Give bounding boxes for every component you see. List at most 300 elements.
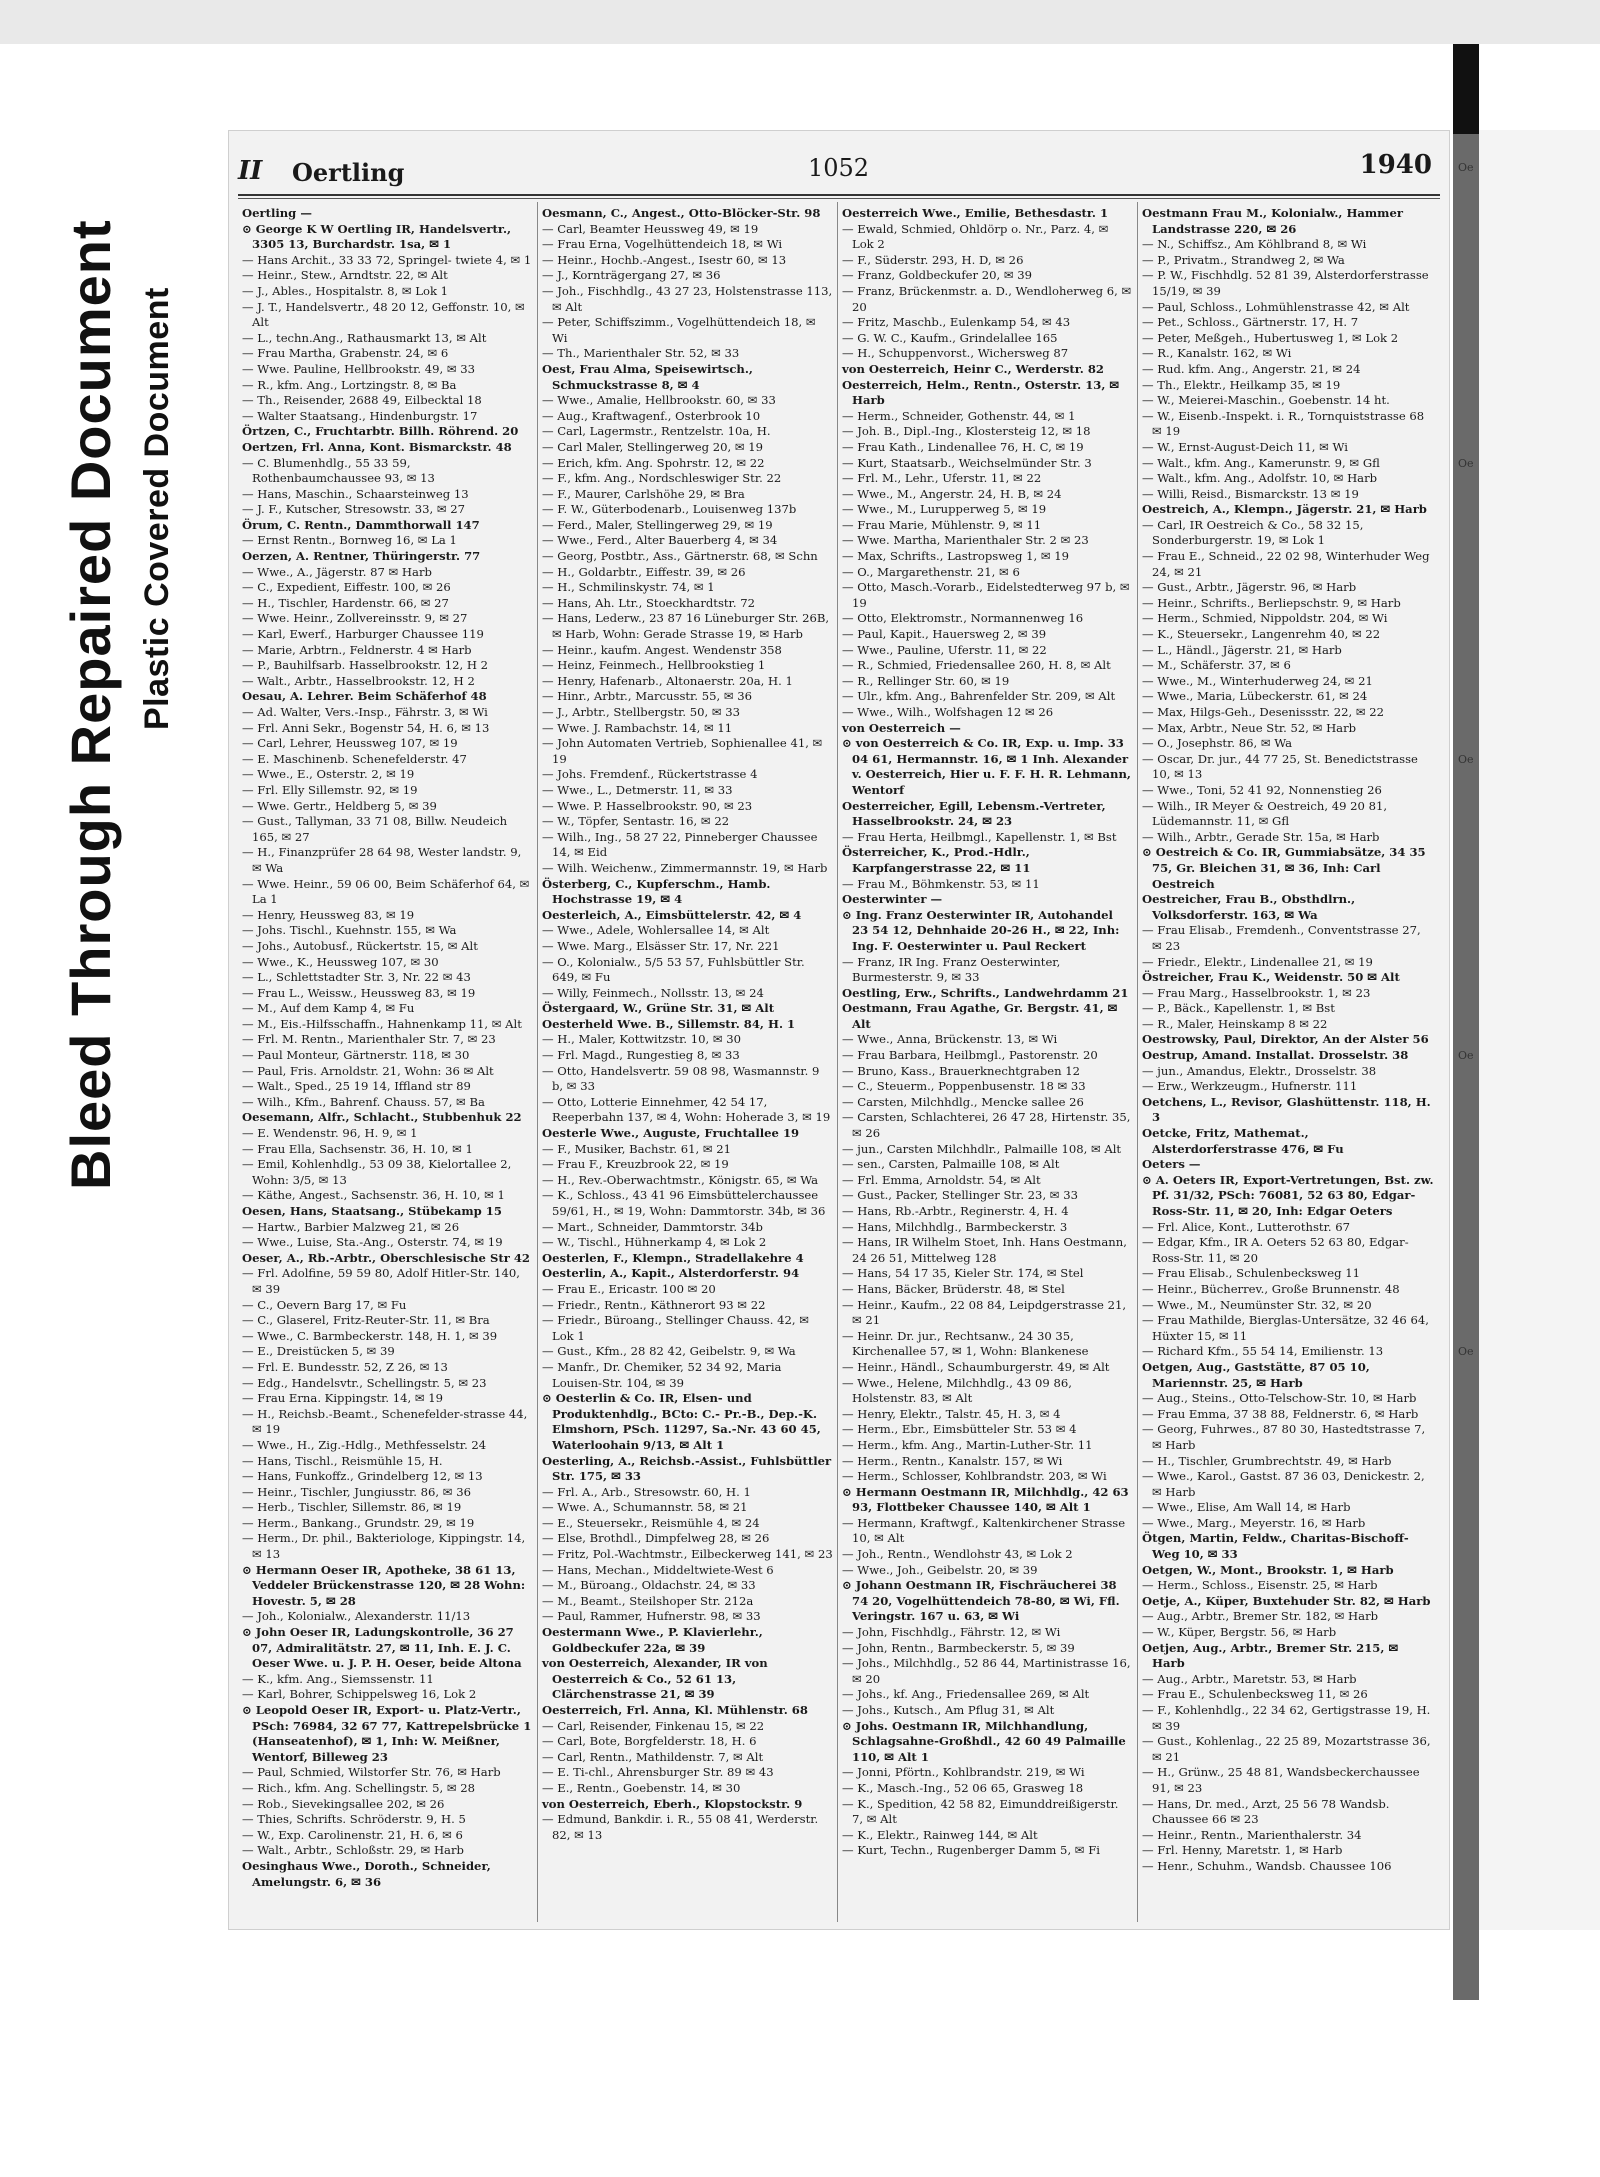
directory-entry: — W., Exp. Carolinenstr. 21, H. 6, ✉ 6 xyxy=(242,1827,463,1842)
directory-entry: — Herm., Rentn., Kanalstr. 157, ✉ Wi xyxy=(842,1453,1063,1468)
directory-entry: — Carsten, Milchhdlg., Mencke sallee 26 xyxy=(842,1094,1084,1109)
directory-entry: — G. W. C., Kaufm., Grindelallee 165 xyxy=(842,330,1058,345)
directory-entry: ⊙ George K W Oertling IR, Handelsvertr., 3305 13, Burchardstr. 1sa, ✉ 1 xyxy=(242,221,512,252)
scan-top-margin xyxy=(0,0,1600,44)
page-number: 1052 xyxy=(808,154,870,182)
fragment-line: Oe xyxy=(1458,161,1474,174)
directory-entry: — Kurt, Techn., Rugenberger Damm 5, ✉ Fi xyxy=(842,1843,1100,1858)
directory-entry: — C., Steuerm., Poppenbusenstr. 18 ✉ 33 xyxy=(842,1079,1086,1094)
directory-entry: — Frau E., Ericastr. 100 ✉ 20 xyxy=(542,1281,716,1296)
directory-entry: Österberg, C., Kupferschm., Hamb. Hochstrasse 19, ✉ 4 xyxy=(542,876,771,907)
directory-entry: — N., Schiffsz., Am Köhlbrand 8, ✉ Wi xyxy=(1142,237,1367,252)
directory-entry: — Otto, Lotterie Einnehmer, 42 54 17, Reeperbahn 137, ✉ 4, Wohn: Hoherade 3, ✉ 19 xyxy=(542,1094,831,1125)
directory-entry: — Paul, Rammer, Hufnerstr. 98, ✉ 33 xyxy=(542,1609,761,1624)
directory-entry: — Frl. Elly Sillemstr. 92, ✉ 19 xyxy=(242,782,418,797)
directory-entry: — Frl. Magd., Rungestieg 8, ✉ 33 xyxy=(542,1048,740,1063)
directory-entry: — Frl. M., Lehr., Uferstr. 11, ✉ 22 xyxy=(842,471,1042,486)
directory-entry: ⊙ von Oesterreich & Co. IR, Exp. u. Imp. 33 04 61, Hermannstr. 16, ✉ 1 Inh. Alexander v. Oesterreich, Hier u. F. F. H. R. Lehmann, Wentorf xyxy=(842,736,1131,797)
directory-entry: Oestreich, A., Klempn., Jägerstr. 21, ✉ Harb xyxy=(1142,502,1427,517)
directory-entry: — Wwe., Marg., Meyerstr. 16, ✉ Harb xyxy=(1142,1515,1366,1530)
directory-entry: — Wwe., Elise, Am Wall 14, ✉ Harb xyxy=(1142,1500,1351,1515)
directory-entry: — Wwe., E., Osterstr. 2, ✉ 19 xyxy=(242,767,415,782)
directory-entry: — E. Wendenstr. 96, H. 9, ✉ 1 xyxy=(242,1126,418,1141)
directory-entry: — Heinr., kaufm. Angest. Wendenstr 358 xyxy=(542,642,782,657)
directory-entry: von Oesterreich, Heinr C., Werderstr. 82 xyxy=(842,361,1104,376)
directory-entry: — Edmund, Bankdir. i. R., 55 08 41, Werderstr. 82, ✉ 13 xyxy=(542,1812,819,1842)
directory-entry: — C. Blumenhdlg., 55 33 59, Rothenbaumchaussee 93, ✉ 13 xyxy=(242,455,435,486)
directory-entry: — Karl, Ewerf., Harburger Chaussee 119 xyxy=(242,627,484,642)
directory-entry: — Pet., Schloss., Gärtnerstr. 17, H. 7 xyxy=(1142,315,1359,330)
directory-entry: — Wilh., IR Meyer & Oestreich, 49 20 81, Lüdemannstr. 11, ✉ Gfl xyxy=(1142,798,1388,829)
directory-entry: Österreicher, K., Prod.-Hdlr., Karpfangerstrasse 22, ✉ 11 xyxy=(842,845,1031,875)
directory-entry: Oesterlen, F., Klempn., Stradellakehre 4 xyxy=(542,1250,804,1265)
directory-entry: — L., Händl., Jägerstr. 21, ✉ Harb xyxy=(1142,642,1342,657)
directory-entry: — Wwe., Luise, Sta.-Ang., Osterstr. 74, ✉ 19 xyxy=(242,1235,503,1250)
directory-entry: — Carl Maler, Stellingerweg 20, ✉ 19 xyxy=(542,439,764,454)
directory-entry: — Frau F., Kreuzbrook 22, ✉ 19 xyxy=(542,1157,729,1172)
directory-entry: — Frau Emma, 37 38 88, Feldnerstr. 6, ✉ Harb xyxy=(1142,1406,1419,1421)
directory-entry: ⊙ Leopold Oeser IR, Export- u. Platz-Vertr., PSch: 76984, 32 67 77, Kattrepelsbrücke 1 (Hanseatenhof), ✉ 1, Inh: W. Meißner, Wentorf, Billeweg 23 xyxy=(242,1703,532,1764)
directory-entry: — Heinr., Tischler, Jungiusstr. 86, ✉ 36 xyxy=(242,1484,471,1499)
directory-entry: — H., Maler, Kottwitzstr. 10, ✉ 30 xyxy=(542,1032,742,1047)
directory-entry: ⊙ Oesterlin & Co. IR, Elsen- und Produktenhdlg., BCto: C.- Pr.-B., Dep.-K. Elmshorn, PSch. 11297, Sa.-Nr. 43 60 45, Waterloohain 9/13, ✉ Alt 1 xyxy=(542,1391,821,1452)
fragment-line: Oe xyxy=(1458,1049,1474,1062)
directory-entry: — Herb., Tischler, Sillemstr. 86, ✉ 19 xyxy=(242,1500,462,1515)
directory-entry: — Frau Erna, Vogelhüttendeich 18, ✉ Wi xyxy=(542,237,783,252)
directory-entry: — L., Schlettstadter Str. 3, Nr. 22 ✉ 43 xyxy=(242,970,471,985)
directory-entry: — Else, Brothdl., Dimpfelweg 28, ✉ 26 xyxy=(542,1531,770,1546)
directory-entry: — Frau Mathilde, Bierglas-Untersätze, 32 46 64, Hüxter 15, ✉ 11 xyxy=(1142,1313,1429,1343)
directory-entry: — E., Rentn., Goebenstr. 14, ✉ 30 xyxy=(542,1780,741,1795)
directory-entry: Oestreicher, Frau B., Obsthdlrn., Volksdorferstr. 163, ✉ Wa xyxy=(1142,892,1356,922)
directory-entry: ⊙ A. Oeters IR, Export-Vertretungen, Bst. zw. Pf. 31/32, PSch: 76081, 52 63 80, Edgar-Ross-Str. 11, ✉ 20, Inh: Edgar Oeters xyxy=(1142,1172,1434,1218)
directory-entry: — L., techn.Ang., Rathausmarkt 13, ✉ Alt xyxy=(242,330,487,345)
directory-entry: — Walt., kfm. Ang., Kamerunstr. 9, ✉ Gfl xyxy=(1142,455,1380,470)
directory-entry: Oesau, A. Lehrer. Beim Schäferhof 48 xyxy=(242,689,487,704)
directory-entry: — Hans, Rb.-Arbtr., Reginerstr. 4, H. 4 xyxy=(842,1204,1069,1218)
directory-entry: — Aug., Steins., Otto-Telschow-Str. 10, ✉ Harb xyxy=(1142,1391,1417,1406)
directory-entry: — Fritz, Pol.-Wachtmstr., Eilbeckerweg 141, ✉ 23 xyxy=(542,1547,833,1562)
directory-entry: Oetgen, Aug., Gaststätte, 87 05 10, Mariennstr. 25, ✉ Harb xyxy=(1142,1359,1370,1390)
directory-entry: Östergaard, W., Grüne Str. 31, ✉ Alt xyxy=(542,1001,775,1016)
directory-entry: — K., Schloss., 43 41 96 Eimsbüttelerchaussee 59/61, H., ✉ 19, Wohn: Dammtorstr. 34b, ✉ 36 xyxy=(542,1188,826,1218)
directory-entry: — Johs., Kutsch., Am Pflug 31, ✉ Alt xyxy=(842,1703,1055,1717)
directory-entry: — Marie, Arbtrn., Feldnerstr. 4 ✉ Harb xyxy=(242,642,472,657)
directory-entry: — Wwe. Martha, Marienthaler Str. 2 ✉ 23 xyxy=(842,533,1089,548)
page-header xyxy=(238,150,1440,198)
directory-entry: — Wwe., A., Jägerstr. 87 ✉ Harb xyxy=(242,564,432,579)
directory-entry: — Fritz, Maschb., Eulenkamp 54, ✉ 43 xyxy=(842,315,1071,330)
directory-entry: Oesterlin, A., Kapit., Alsterdorferstr. 94 xyxy=(542,1266,800,1281)
directory-entry: — Frau E., Schulenbecksweg 11, ✉ 26 xyxy=(1142,1687,1368,1702)
directory-entry: — Frau Marie, Mühlenstr. 9, ✉ 11 xyxy=(842,517,1042,532)
directory-entry: — Hans, Funkoffz., Grindelberg 12, ✉ 13 xyxy=(242,1469,483,1484)
directory-entry: — F., Kohlenhdlg., 22 34 62, Gertigstrasse 19, H. ✉ 39 xyxy=(1142,1703,1431,1733)
directory-entry: — Hans, Ah. Ltr., Stoeckhardtstr. 72 xyxy=(542,595,755,610)
directory-entry: — Henry, Elektr., Talstr. 45, H. 3, ✉ 4 xyxy=(842,1406,1061,1421)
directory-entry: — Wwe., H., Zig.-Hdlg., Methfesselstr. 24 xyxy=(242,1437,487,1452)
directory-entry: — Georg, Postbtr., Ass., Gärtnerstr. 68, ✉ Schn xyxy=(542,549,818,564)
directory-entry: ⊙ Hermann Oeser IR, Apotheke, 38 61 13, Veddeler Brückenstrasse 120, ✉ 28 Wohn: Hovestr. 5, ✉ 28 xyxy=(242,1562,526,1608)
directory-entry: — Henry, Hafenarb., Altonaerstr. 20a, H. 1 xyxy=(542,673,793,688)
directory-entry: — Henr., Schuhm., Wandsb. Chaussee 106 xyxy=(1142,1858,1392,1873)
directory-entry: — Wwe. Gertr., Heldberg 5, ✉ 39 xyxy=(242,798,437,813)
gutter-dark-block xyxy=(1453,44,1479,134)
directory-entry: — Herm., Ebr., Eimsbütteler Str. 53 ✉ 4 xyxy=(842,1422,1077,1437)
directory-entry: — H., Reichsb.-Beamt., Schenefelder-strasse 44, ✉ 19 xyxy=(242,1406,528,1437)
directory-entry: — Frau Kath., Lindenallee 76, H. C, ✉ 19 xyxy=(842,439,1084,454)
directory-entry: Oetchens, L., Revisor, Glashüttenstr. 118, H. 3 xyxy=(1142,1094,1431,1125)
directory-entry: — Max, Schrifts., Lastropsweg 1, ✉ 19 xyxy=(842,549,1069,564)
directory-entry: ⊙ Johann Oestmann IR, Fischräucherei 38 74 20, Vogelhüttendeich 78-80, ✉ Wi, Ffl. Veringstr. 167 u. 63, ✉ Wi xyxy=(842,1578,1120,1624)
directory-entry: — Edg., Handelsvtr., Schellingstr. 5, ✉ 23 xyxy=(242,1375,487,1390)
directory-entry: — Georg, Fuhrwes., 87 80 30, Hastedtstrasse 7, ✉ Harb xyxy=(1142,1422,1426,1452)
directory-entry: von Oesterreich, Alexander, IR von Oesterreich & Co., 52 61 13, Clärchenstrasse 21, ✉ 39 xyxy=(542,1656,768,1702)
directory-entry: — Otto, Elektromstr., Normannenweg 16 xyxy=(842,611,1084,626)
directory-entry: — Frl. Adolfine, 59 59 80, Adolf Hitler-Str. 140, ✉ 39 xyxy=(242,1266,520,1296)
directory-entry: — Ferd., Maler, Stellingerweg 29, ✉ 19 xyxy=(542,517,773,532)
directory-entry: — Hans, Mechan., Middeltwiete-West 6 xyxy=(542,1562,774,1577)
side-label-secondary-1: Plastic Covered Document xyxy=(138,287,176,730)
directory-entry: — W., Tischl., Hühnerkamp 4, ✉ Lok 2 xyxy=(542,1235,767,1250)
directory-entry: Oesterwinter — xyxy=(842,892,943,907)
directory-entry: — Rob., Sievekingsallee 202, ✉ 26 xyxy=(242,1796,445,1811)
directory-entry: — Walt., Arbtr., Schloßstr. 29, ✉ Harb xyxy=(242,1843,464,1858)
directory-entry: — Carl, Bote, Borgfelderstr. 18, H. 6 xyxy=(542,1734,757,1749)
directory-entry: Oesterleich, A., Eimsbüttelerstr. 42, ✉ 4 xyxy=(542,907,802,922)
directory-entry: — W., Meierei-Maschin., Goebenstr. 14 ht. xyxy=(1142,393,1390,408)
directory-entry: — O., Josephstr. 86, ✉ Wa xyxy=(1142,736,1293,751)
directory-entry: — Rud. kfm. Ang., Angerstr. 21, ✉ 24 xyxy=(1142,361,1361,376)
directory-entry: Oestermann Wwe., P. Klavierlehr., Goldbeckufer 22a, ✉ 39 xyxy=(542,1625,763,1655)
directory-entry: — Frau Elisab., Schulenbecksweg 11 xyxy=(1142,1266,1360,1281)
directory-entry: Oestrowsky, Paul, Direktor, An der Alster 56 xyxy=(1142,1032,1429,1047)
directory-entry: — Hans, Tischl., Reismühle 15, H. xyxy=(242,1453,443,1468)
directory-entry: ⊙ John Oeser IR, Ladungskontrolle, 36 27 07, Admiralitätstr. 27, ✉ 11, Inh. E. J. C. Oeser Wwe. u. J. P. H. Oeser, beide Altona xyxy=(242,1625,522,1671)
directory-entry: — F. W., Güterbodenarb., Louisenweg 137b xyxy=(542,502,797,517)
directory-entry: — Ewald, Schmied, Ohldörp o. Nr., Parz. 4, ✉ Lok 2 xyxy=(842,221,1109,252)
directory-entry: — Walt., kfm. Ang., Adolfstr. 10, ✉ Harb xyxy=(1142,471,1378,486)
directory-entry: — Heinz, Feinmech., Hellbrookstieg 1 xyxy=(542,658,766,673)
directory-entry: Oetgen, W., Mont., Brookstr. 1, ✉ Harb xyxy=(1142,1562,1394,1577)
directory-entry: — jun., Amandus, Elektr., Drosselstr. 38 xyxy=(1142,1063,1377,1078)
directory-entry: — Gust., Packer, Stellinger Str. 23, ✉ 33 xyxy=(842,1188,1078,1203)
directory-entry: — Wwe., C. Barmbeckerstr. 148, H. 1, ✉ 39 xyxy=(242,1328,498,1343)
directory-entry: — Friedr., Büroang., Stellinger Chauss. 42, ✉ Lok 1 xyxy=(542,1313,809,1343)
directory-entry: — Hermann, Kraftwgf., Kaltenkirchener Strasse 10, ✉ Alt xyxy=(842,1515,1126,1546)
directory-entry: — W., Ernst-August-Deich 11, ✉ Wi xyxy=(1142,439,1348,454)
directory-entry: — O., Margarethenstr. 21, ✉ 6 xyxy=(842,564,1020,579)
directory-entry: — Oscar, Dr. jur., 44 77 25, St. Benedictstrasse 10, ✉ 13 xyxy=(1142,751,1418,782)
directory-entry: — P., Bauhilfsarb. Hasselbrookstr. 12, H 2 xyxy=(242,658,489,673)
directory-entry: — Herm., Bankang., Grundstr. 29, ✉ 19 xyxy=(242,1515,475,1530)
directory-entry: — Herm., Schneider, Gothenstr. 44, ✉ 1 xyxy=(842,408,1076,423)
directory-entry: — Wilh., Kfm., Bahrenf. Chauss. 57, ✉ Ba xyxy=(242,1094,485,1109)
directory-entry: — Carl, IR Oestreich & Co., 58 32 15, Sonderburgerstr. 19, ✉ Lok 1 xyxy=(1142,517,1364,548)
directory-entry: — Wwe. Heinr., 59 06 00, Beim Schäferhof 64, ✉ La 1 xyxy=(242,876,530,907)
directory-entry: — Otto, Masch.-Vorarb., Eidelstedterweg 97 b, ✉ 19 xyxy=(842,580,1130,610)
directory-entry: — M., Beamt., Steilshoper Str. 212a xyxy=(542,1593,754,1608)
directory-entry: Oesterling, A., Reichsb.-Assist., Fuhlsbüttler Str. 175, ✉ 33 xyxy=(542,1453,832,1484)
directory-entry: — Wwe., Toni, 52 41 92, Nonnenstieg 26 xyxy=(1142,782,1382,797)
directory-entry: — Wwe. Pauline, Hellbrookstr. 49, ✉ 33 xyxy=(242,361,475,376)
directory-entry: — Hans Archit., 33 33 72, Springel- twiete 4, ✉ 1 xyxy=(242,252,532,267)
fragment-line: Oe xyxy=(1458,457,1474,470)
directory-entry: Oesterle Wwe., Auguste, Fruchtallee 19 xyxy=(542,1126,800,1141)
directory-entry: Oesterheld Wwe. B., Sillemstr. 84, H. 1 xyxy=(542,1016,796,1031)
directory-entry: — Paul, Fris. Arnoldstr. 21, Wohn: 36 ✉ Alt xyxy=(242,1063,494,1078)
directory-entry: Oertling — xyxy=(242,206,312,220)
directory-entry: — Paul, Kapit., Hauersweg 2, ✉ 39 xyxy=(842,627,1047,642)
directory-entry: — H., Grünw., 25 48 81, Wandsbeckerchaussee 91, ✉ 23 xyxy=(1142,1765,1420,1795)
directory-entry: — K., Steuersekr., Langenrehm 40, ✉ 22 xyxy=(1142,627,1381,642)
directory-entry: — Wwe., M., Neumünster Str. 32, ✉ 20 xyxy=(1142,1297,1372,1312)
directory-entry: — Joh., Kolonialw., Alexanderstr. 11/13 xyxy=(242,1609,471,1624)
directory-entry: — W., Töpfer, Sentastr. 16, ✉ 22 xyxy=(542,814,730,829)
directory-entry: — R., Maler, Heinskamp 8 ✉ 22 xyxy=(1142,1016,1328,1031)
directory-entry: — Walt., Arbtr., Hasselbrookstr. 12, H 2 xyxy=(242,673,475,688)
directory-entry: ⊙ Hermann Oestmann IR, Milchhdlg., 42 63 93, Flottbeker Chaussee 140, ✉ Alt 1 xyxy=(842,1484,1129,1515)
header-rule-thin xyxy=(238,198,1440,199)
directory-entry: Oesinghaus Wwe., Doroth., Schneider, Amelungstr. 6, ✉ 36 xyxy=(242,1858,491,1889)
directory-entry: — K., Spedition, 42 58 82, Eimunddreißigerstr. 7, ✉ Alt xyxy=(842,1796,1119,1827)
directory-entry: Oestmann, Frau Agathe, Gr. Bergstr. 41, ✉ Alt xyxy=(842,1001,1118,1031)
directory-entry: von Oesterreich — xyxy=(842,720,961,735)
directory-entry: Ötgen, Martin, Feldw., Charitas-Bischoff-Weg 10, ✉ 33 xyxy=(1142,1531,1409,1562)
directory-entry: — Max, Hilgs-Geh., Desenissstr. 22, ✉ 22 xyxy=(1142,705,1384,719)
directory-entry: — Wwe. A., Schumannstr. 58, ✉ 21 xyxy=(542,1500,748,1515)
directory-entry: — Frl. Alice, Kont., Lutterothstr. 67 xyxy=(1142,1219,1350,1234)
directory-entry: — Aug., Arbtr., Maretstr. 53, ✉ Harb xyxy=(1142,1671,1357,1686)
directory-entry: — Heinr., Rentn., Marienthalerstr. 34 xyxy=(1142,1827,1362,1842)
directory-entry: Oeters — xyxy=(1142,1157,1201,1172)
directory-entry: Örtzen, C., Fruchtarbtr. Billh. Röhrend. 20 xyxy=(242,424,519,439)
directory-entry: — E., Steuersekr., Reismühle 4, ✉ 24 xyxy=(542,1515,760,1530)
directory-entry: — Wwe., Helene, Milchhdlg., 43 09 86, Holstenstr. 83, ✉ Alt xyxy=(842,1375,1072,1406)
directory-entry: — Karl, Bohrer, Schippelsweg 16, Lok 2 xyxy=(242,1687,477,1702)
directory-entry: — Gust., Kfm., 28 82 42, Geibelstr. 9, ✉ Wa xyxy=(542,1344,796,1359)
directory-entry: — John Automaten Vertrieb, Sophienallee 41, ✉ 19 xyxy=(542,736,823,766)
directory-entry: — J. F., Kutscher, Stresowstr. 33, ✉ 27 xyxy=(242,502,466,517)
directory-entry: Oesterreicher, Egill, Lebensm.-Vertreter, Hasselbrookstr. 24, ✉ 23 xyxy=(842,798,1106,829)
directory-entry: — Frl. A., Arb., Stresowstr. 60, H. 1 xyxy=(542,1484,751,1499)
directory-entry: Oesterreich, Frl. Anna, Kl. Mühlenstr. 68 xyxy=(542,1703,808,1717)
directory-entry: — Wwe., M., Angerstr. 24, H. B, ✉ 24 xyxy=(842,486,1062,501)
directory-entry: — Herm., Dr. phil., Bakteriologe, Kippingstr. 14, ✉ 13 xyxy=(242,1531,526,1562)
directory-entry: — Käthe, Angest., Sachsenstr. 36, H. 10, ✉ 1 xyxy=(242,1188,505,1203)
directory-entry: — Heinr., Händl., Schaumburgerstr. 49, ✉ Alt xyxy=(842,1359,1110,1374)
directory-entry: — Wwe., Karol., Gastst. 87 36 03, Denickestr. 2, ✉ Harb xyxy=(1142,1469,1425,1499)
column-4 xyxy=(1138,202,1438,1922)
directory-entry: — Th., Reisender, 2688 49, Eilbecktal 18 xyxy=(242,393,482,408)
directory-entry: — Frl. M. Rentn., Marienthaler Str. 7, ✉ 23 xyxy=(242,1032,496,1047)
directory-entry: — Manfr., Dr. Chemiker, 52 34 92, Maria Louisen-Str. 104, ✉ 39 xyxy=(542,1359,782,1390)
directory-entry: ⊙ Johs. Oestmann IR, Milchhandlung, Schlagsahne-Großhdl., 42 60 49 Palmaille 110, ✉ Alt 1 xyxy=(842,1718,1126,1764)
directory-entry: — K., Masch.-Ing., 52 06 65, Grasweg 18 xyxy=(842,1780,1084,1795)
directory-entry: — Gust., Arbtr., Jägerstr. 96, ✉ Harb xyxy=(1142,580,1357,595)
directory-entry: — Gust., Kohlenlag., 22 25 89, Mozartstrasse 36, ✉ 21 xyxy=(1142,1734,1431,1764)
directory-entry: — E., Dreistücken 5, ✉ 39 xyxy=(242,1344,395,1359)
directory-entry: — sen., Carsten, Palmaille 108, ✉ Alt xyxy=(842,1157,1060,1172)
directory-entry: — Wwe., Maria, Lübeckerstr. 61, ✉ 24 xyxy=(1142,689,1368,704)
directory-entry: — Aug., Kraftwagenf., Osterbrook 10 xyxy=(542,408,761,423)
directory-entry: Oesmann, C., Angest., Otto-Blöcker-Str. 98 xyxy=(542,206,821,220)
directory-entry: Oest, Frau Alma, Speisewirtsch., Schmuckstrasse 8, ✉ 4 xyxy=(542,361,753,392)
directory-entry: — J., Arbtr., Stellbergstr. 50, ✉ 33 xyxy=(542,705,741,719)
directory-entry: — Paul, Schloss., Lohmühlenstrasse 42, ✉ Alt xyxy=(1142,299,1410,314)
directory-entry: — F., Musiker, Bachstr. 61, ✉ 21 xyxy=(542,1141,732,1156)
directory-entry: — K., Elektr., Rainweg 144, ✉ Alt xyxy=(842,1827,1038,1842)
directory-entry: — Walter Staatsang., Hindenburgstr. 17 xyxy=(242,408,478,423)
directory-entry: Oesen, Hans, Staatsang., Stübekamp 15 xyxy=(242,1204,502,1218)
column-1 xyxy=(238,202,538,1922)
directory-entry: — Erich, kfm. Ang. Spohrstr. 12, ✉ 22 xyxy=(542,455,765,470)
directory-entry: Oetje, A., Küper, Buxtehuder Str. 82, ✉ Harb xyxy=(1142,1593,1431,1608)
fragment-line: Oe xyxy=(1458,753,1474,766)
directory-entry: — Heinr., Kaufm., 22 08 84, Leipdgerstrasse 21, ✉ 21 xyxy=(842,1297,1127,1328)
directory-entry: — Rich., kfm. Ang. Schellingstr. 5, ✉ 28 xyxy=(242,1780,475,1795)
directory-entry: — Wwe., Ferd., Alter Bauerberg 4, ✉ 34 xyxy=(542,533,778,548)
directory-entry: — Paul, Schmied, Wilstorfer Str. 76, ✉ Harb xyxy=(242,1765,501,1780)
directory-entry: Oestmann Frau M., Kolonialw., Hammer Landstrasse 220, ✉ 26 xyxy=(1142,206,1403,236)
directory-entry: — Peter, Meßgeh., Hubertusweg 1, ✉ Lok 2 xyxy=(1142,330,1399,345)
directory-entry: — Frau Herta, Heilbmgl., Kapellenstr. 1, ✉ Bst xyxy=(842,829,1117,844)
directory-entry: — Joh. B., Dipl.-Ing., Klostersteig 12, ✉ 18 xyxy=(842,424,1091,439)
directory-entry: — Herm., Schlosser, Kohlbrandstr. 203, ✉ Wi xyxy=(842,1469,1107,1484)
directory-entry: — Wwe., K., Heussweg 107, ✉ 30 xyxy=(242,954,439,969)
directory-entry: — Carl, Lehrer, Heussweg 107, ✉ 19 xyxy=(242,736,458,751)
directory-entry: — P., Privatm., Strandweg 2, ✉ Wa xyxy=(1142,252,1345,267)
directory-entry: Oetcke, Fritz, Mathemat., Alsterdorferstrasse 476, ✉ Fu xyxy=(1142,1126,1344,1156)
directory-entry: — Franz, IR Ing. Franz Oesterwinter, Burmesterstr. 9, ✉ 33 xyxy=(842,954,1061,985)
directory-entry: — Carl, Reisender, Finkenau 15, ✉ 22 xyxy=(542,1718,765,1733)
directory-entry: — J., Ables., Hospitalstr. 8, ✉ Lok 1 xyxy=(242,283,449,298)
header-rule xyxy=(238,194,1440,196)
directory-entry: — Wwe. Heinr., Zollvereinsstr. 9, ✉ 27 xyxy=(242,611,468,626)
directory-entry: — Hans, Maschin., Schaarsteinweg 13 xyxy=(242,486,469,501)
directory-entry: — H., Goldarbtr., Eiffestr. 39, ✉ 26 xyxy=(542,564,746,579)
directory-entry: — Heinr., Schrifts., Berliepschstr. 9, ✉ Harb xyxy=(1142,595,1401,610)
directory-entry: — Hans, 54 17 35, Kieler Str. 174, ✉ Stel xyxy=(842,1266,1084,1281)
directory-entry: — Wwe. J. Rambachstr. 14, ✉ 11 xyxy=(542,720,733,735)
directory-entry: — M., Schäferstr. 37, ✉ 6 xyxy=(1142,658,1291,673)
directory-entry: — Wwe., Adele, Wohlersallee 14, ✉ Alt xyxy=(542,923,770,938)
directory-entry: — Joh., Fischhdlg., 43 27 23, Holstenstrasse 113, ✉ Alt xyxy=(542,283,833,314)
directory-entry: — J. T., Handelsvertr., 48 20 12, Geffonstr. 10, ✉ Alt xyxy=(242,299,525,330)
entry-columns xyxy=(238,202,1440,1922)
directory-entry: — Peter, Schiffszimm., Vogelhüttendeich 18, ✉ Wi xyxy=(542,315,816,345)
directory-entry: — Hans, Bäcker, Brüderstr. 48, ✉ Stel xyxy=(842,1281,1065,1296)
directory-entry: — H., Tischler, Hardenstr. 66, ✉ 27 xyxy=(242,595,449,610)
directory-entry: — Wwe., Anna, Brückenstr. 13, ✉ Wi xyxy=(842,1032,1058,1047)
directory-entry: — Frau Elisab., Fremdenh., Conventstrasse 27, ✉ 23 xyxy=(1142,923,1421,953)
directory-entry: — F., Süderstr. 293, H. D, ✉ 26 xyxy=(842,252,1024,267)
directory-entry: — H., Tischler, Grumbrechtstr. 49, ✉ Harb xyxy=(1142,1453,1392,1468)
directory-entry: — F., Maurer, Carlshöhe 29, ✉ Bra xyxy=(542,486,745,501)
directory-entry: — Emil, Kohlenhdlg., 53 09 38, Kielortallee 2, Wohn: 3/5, ✉ 13 xyxy=(242,1157,512,1187)
directory-entry: — W., Eisenb.-Inspekt. i. R., Tornquiststrasse 68 ✉ 19 xyxy=(1142,408,1425,439)
directory-entry: — Ulr., kfm. Ang., Bahrenfelder Str. 209, ✉ Alt xyxy=(842,689,1116,704)
column-2 xyxy=(538,202,838,1922)
directory-entry: — H., Finanzprüfer 28 64 98, Wester landstr. 9, ✉ Wa xyxy=(242,845,522,875)
page-year: 1940 xyxy=(1359,150,1432,180)
directory-entry: — Gust., Tallyman, 33 71 08, Billw. Neudeich 165, ✉ 27 xyxy=(242,814,508,844)
directory-entry: — M., Eis.-Hilfsschaffn., Hahnenkamp 11, ✉ Alt xyxy=(242,1016,522,1031)
directory-entry: — Th., Marienthaler Str. 52, ✉ 33 xyxy=(542,346,740,361)
directory-entry: — Hans, IR Wilhelm Stoet, Inh. Hans Oestmann, 24 26 51, Mittelweg 128 xyxy=(842,1235,1127,1265)
directory-entry: — Johs. Fremdenf., Rückertstrasse 4 xyxy=(542,767,758,782)
directory-entry: — E. Ti-chl., Ahrensburger Str. 89 ✉ 43 xyxy=(542,1765,774,1780)
directory-entry: — Frl. E. Bundesstr. 52, Z 26, ✉ 13 xyxy=(242,1359,448,1374)
side-label-primary: Bleed Through Repaired Document xyxy=(59,219,122,1190)
directory-entry: — Erw., Werkzeugm., Hufnerstr. 111 xyxy=(1142,1079,1358,1094)
directory-entry: — Franz, Brückenmstr. a. D., Wendloherweg 6, ✉ 20 xyxy=(842,283,1132,314)
directory-entry: — Wwe., M., Winterhuderweg 24, ✉ 21 xyxy=(1142,673,1373,688)
directory-entry: — Wwe., Amalie, Hellbrookstr. 60, ✉ 33 xyxy=(542,393,776,408)
directory-entry: — Frau Erna. Kippingstr. 14, ✉ 19 xyxy=(242,1391,444,1406)
directory-entry: — Edgar, Kfm., IR A. Oeters 52 63 80, Edgar-Ross-Str. 11, ✉ 20 xyxy=(1142,1235,1409,1265)
directory-entry: — John, Fischhdlg., Fährstr. 12, ✉ Wi xyxy=(842,1625,1061,1640)
directory-entry: — Joh., Rentn., Wendlohstr 43, ✉ Lok 2 xyxy=(842,1547,1073,1562)
directory-entry: — Frl. Anni Sekr., Bogenstr 54, H. 6, ✉ 13 xyxy=(242,720,490,735)
directory-entry: — Johs., kf. Ang., Friedensallee 269, ✉ Alt xyxy=(842,1687,1090,1702)
directory-entry: — R., kfm. Ang., Lortzingstr. 8, ✉ Ba xyxy=(242,377,457,392)
directory-entry: — P. W., Fischhdlg. 52 81 39, Alsterdorferstrasse 15/19, ✉ 39 xyxy=(1142,268,1429,298)
fragment-line: Oe xyxy=(1458,1345,1474,1358)
directory-entry: — Aug., Arbtr., Bremer Str. 182, ✉ Harb xyxy=(1142,1609,1379,1624)
directory-entry: Oerzen, A. Rentner, Thüringerstr. 77 xyxy=(242,549,481,564)
directory-entry: — Th., Elektr., Heilkamp 35, ✉ 19 xyxy=(1142,377,1341,392)
directory-entry: — Paul Monteur, Gärtnerstr. 118, ✉ 30 xyxy=(242,1048,470,1063)
directory-entry: — Frau L., Weissw., Heussweg 83, ✉ 19 xyxy=(242,985,476,1000)
directory-entry: — Hinr., Arbtr., Marcusstr. 55, ✉ 36 xyxy=(542,689,752,704)
directory-entry: Oesterreich, Helm., Rentn., Osterstr. 13, ✉ Harb xyxy=(842,377,1120,408)
directory-entry: — C., Oevern Barg 17, ✉ Fu xyxy=(242,1297,407,1312)
directory-entry: — Kurt, Staatsarb., Weichselmünder Str. 3 xyxy=(842,455,1092,470)
directory-entry: — Hans, Dr. med., Arzt, 25 56 78 Wandsb. Chaussee 66 ✉ 23 xyxy=(1142,1796,1390,1827)
directory-entry: — Wilh., Arbtr., Gerade Str. 15a, ✉ Harb xyxy=(1142,829,1380,844)
directory-entry: Oestling, Erw., Schrifts., Landwehrdamm 21 xyxy=(842,985,1129,1000)
directory-entry: — Hartw., Barbier Malzweg 21, ✉ 26 xyxy=(242,1219,460,1234)
directory-entry: — Friedr., Rentn., Käthnerort 93 ✉ 22 xyxy=(542,1297,766,1312)
directory-entry: — H., Schmilinskystr. 74, ✉ 1 xyxy=(542,580,715,595)
directory-entry: — M., Büroang., Oldachstr. 24, ✉ 33 xyxy=(542,1578,756,1593)
directory-entry: — R., Kanalstr. 162, ✉ Wi xyxy=(1142,346,1292,361)
directory-entry: Oestrup, Amand. Installat. Drosselstr. 38 xyxy=(1142,1048,1409,1063)
directory-entry: — Willy, Feinmech., Nollsstr. 13, ✉ 24 xyxy=(542,985,764,1000)
directory-entry: — Richard Kfm., 55 54 14, Emilienstr. 13 xyxy=(1142,1344,1384,1359)
directory-entry: Oetjen, Aug., Arbtr., Bremer Str. 215, ✉ Harb xyxy=(1142,1640,1399,1671)
directory-entry: — E. Maschinenb. Schenefelderstr. 47 xyxy=(242,751,467,766)
column-3 xyxy=(838,202,1138,1922)
directory-entry: — Carl, Beamter Heussweg 49, ✉ 19 xyxy=(542,221,759,236)
directory-entry: — F., kfm. Ang., Nordschleswiger Str. 22 xyxy=(542,471,782,486)
directory-entry: Östreicher, Frau K., Weidenstr. 50 ✉ Alt xyxy=(1142,970,1400,985)
directory-entry: — Herm., kfm. Ang., Martin-Luther-Str. 11 xyxy=(842,1437,1093,1452)
directory-entry: — Frau Marg., Hasselbrookstr. 1, ✉ 23 xyxy=(1142,985,1371,1000)
directory-entry: — Ernst Rentn., Bornweg 16, ✉ La 1 xyxy=(242,533,457,548)
directory-entry: — Wilh. Weichenw., Zimmermannstr. 19, ✉ Harb xyxy=(542,860,828,875)
directory-entry: — Bruno, Kass., Brauerknechtgraben 12 xyxy=(842,1063,1081,1078)
directory-entry: — Walt., Sped., 25 19 14, Iffland str 89 xyxy=(242,1079,471,1094)
directory-entry: — Frau M., Böhmkenstr. 53, ✉ 11 xyxy=(842,876,1040,891)
directory-entry: — John, Rentn., Barmbeckerstr. 5, ✉ 39 xyxy=(842,1640,1075,1655)
directory-entry: — J., Kornträgergang 27, ✉ 36 xyxy=(542,268,721,283)
directory-entry: — Herm., Schmied, Nippoldstr. 204, ✉ Wi xyxy=(1142,611,1388,626)
directory-entry: Oesterreich Wwe., Emilie, Bethesdastr. 1 xyxy=(842,206,1109,220)
directory-entry: — Heinr., Stew., Arndtstr. 22, ✉ Alt xyxy=(242,268,448,283)
directory-entry: — Carsten, Schlachterei, 26 47 28, Hirtenstr. 35, ✉ 26 xyxy=(842,1110,1131,1141)
